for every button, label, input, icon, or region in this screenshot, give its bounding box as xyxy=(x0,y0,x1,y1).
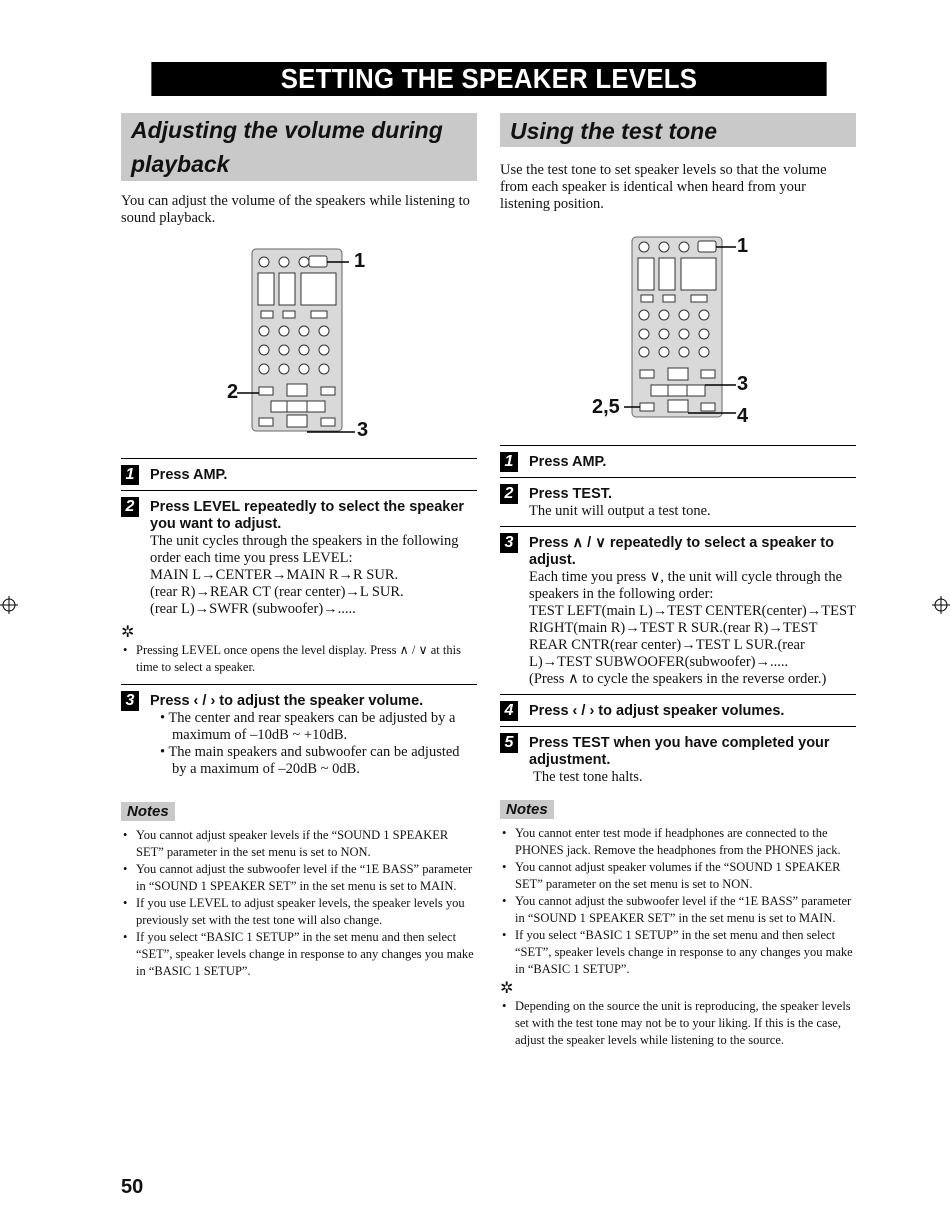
left-steps xyxy=(121,458,477,784)
note-item: • You cannot adjust the subwoofer level if the “1E BASS” parameter in “SOUND 1 SPEAKER SET” in the set menu is set to MAIN. xyxy=(500,893,856,927)
step-5: 5 Press TEST when you have completed your adjustment. The test tone halts. xyxy=(500,726,856,792)
callout-4: 4 xyxy=(737,405,749,427)
page-number: 50 xyxy=(121,1176,144,1198)
step-1: 1 Press AMP. xyxy=(500,445,856,477)
callout-1: 1 xyxy=(354,250,366,272)
note-item: • You cannot enter test mode if headphones are connected to the PHONES jack. Remove the headphones from the PHONES jack. xyxy=(500,825,856,859)
callout-3: 3 xyxy=(357,419,369,441)
note-item: • If you select “BASIC 1 SETUP” in the set menu and then select “SET”, speaker levels change in response to any changes you make in “BASIC 1 SETUP”. xyxy=(121,929,477,980)
right-column xyxy=(500,113,856,1049)
left-column xyxy=(121,113,477,980)
note-item: • You cannot adjust the subwoofer level if the “1E BASS” parameter in “SOUND 1 SPEAKER SET” in the set menu is set to MAIN. xyxy=(121,861,477,895)
step-4: 4 Press ‹ / › to adjust speaker volumes. xyxy=(500,694,856,726)
callout-1: 1 xyxy=(737,235,749,257)
step-2: 2 Press LEVEL repeatedly to select the speaker you want to adjust. The unit cycles through the speakers in the following order each time you press LEVEL: MAIN L→CENTER→MAIN R→R SUR. (rear R)→REAR CT (rear center)→L SUR. (rear L)→SWFR (subwoofer)→..... xyxy=(121,490,477,624)
left-intro: You can adjust the volume of the speakers while listening to sound playback. xyxy=(121,193,470,226)
lightbulb-icon: ✲ xyxy=(121,624,135,641)
registration-mark-left xyxy=(0,596,18,614)
step-3: 3 Press ∧ / ∨ repeatedly to select a speaker to adjust. Each time you press ∨, the unit will cycle through the speakers in the following order: TEST LEFT(main L)→TEST CENTER(center)→TEST RIGHT(main R)→TEST R SUR.(rear R)→TEST REAR CNTR(rear center)→TEST L SUR.(rear L)→TEST SUBWOOFER(subwoofer)→..... (Press ∧ to cycle the speakers in the reverse order.) xyxy=(500,526,856,694)
remote-figure-right xyxy=(500,235,856,435)
page-title: SETTING THE SPEAKER LEVELS xyxy=(151,62,826,96)
note-item: • You cannot adjust speaker levels if the “SOUND 1 SPEAKER SET” parameter in the set menu is set to NON. xyxy=(121,827,477,861)
left-section-heading: Adjusting the volume during playback xyxy=(121,113,477,181)
left-notes xyxy=(121,802,477,980)
note-item: • If you use LEVEL to adjust speaker levels, the speaker levels you previously set with the test tone will also change. xyxy=(121,895,477,929)
tip-right: • Depending on the source the unit is reproducing, the speaker levels set with the test tone may not be to your liking. If this is the case, adjust the speaker levels while listening to the source. xyxy=(500,998,856,1049)
lightbulb-icon: ✲ xyxy=(500,980,514,997)
registration-mark-right xyxy=(932,596,950,614)
right-notes xyxy=(500,800,856,1049)
note-item: • If you select “BASIC 1 SETUP” in the set menu and then select “SET”, speaker levels change in response to any changes you make in “BASIC 1 SETUP”. xyxy=(500,927,856,978)
remote-control-illustration xyxy=(121,247,477,452)
right-steps xyxy=(500,445,856,792)
notes-label: Notes xyxy=(121,802,175,821)
right-intro: Use the test tone to set speaker levels so that the volume from each speaker is identical when heard from your listening position. xyxy=(500,162,827,212)
callout-2: 2 xyxy=(227,381,239,403)
remote-control-illustration xyxy=(500,235,856,435)
right-section-heading: Using the test tone xyxy=(500,113,856,147)
step-2: 2 Press TEST. The unit will output a test tone. xyxy=(500,477,856,526)
step-1: 1 Press AMP. xyxy=(121,458,477,490)
callout-3: 3 xyxy=(737,373,749,395)
step-3: 3 Press ‹ / › to adjust the speaker volume. • The center and rear speakers can be adjusted by a maximum of –10dB ~ +10dB. • The main speakers and subwoofer can be adjusted by a maximum of –20dB ~ 0dB. xyxy=(121,684,477,784)
callout-2-5: 2,5 xyxy=(592,396,620,418)
notes-label: Notes xyxy=(500,800,554,819)
tip-left: ✲ • Pressing LEVEL once opens the level display. Press ∧ / ∨ at this time to select a speaker. xyxy=(121,624,477,676)
note-item: • You cannot adjust speaker volumes if the “SOUND 1 SPEAKER SET” parameter on the set menu is set to NON. xyxy=(500,859,856,893)
remote-figure-left xyxy=(121,247,477,452)
